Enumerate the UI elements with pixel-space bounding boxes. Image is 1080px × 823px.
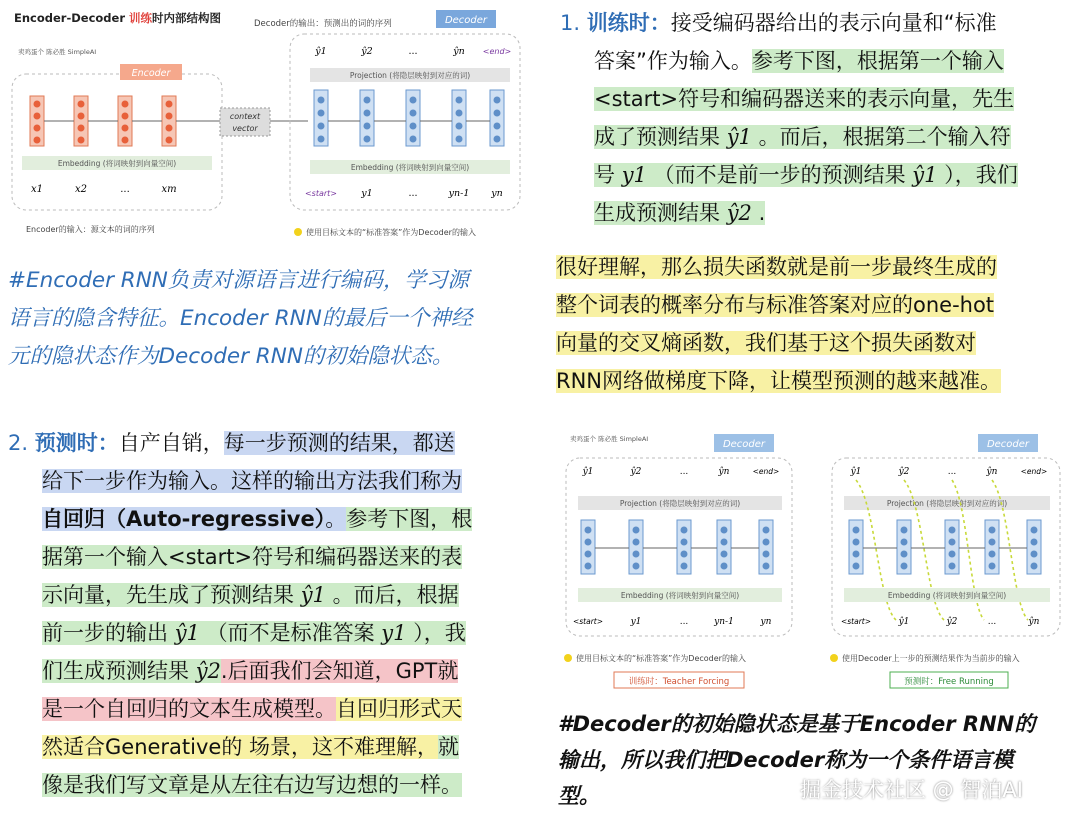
encoder-embedding-label: Embedding (将词映射到向量空间) — [57, 159, 177, 168]
section2-highlight-red: .后面我们会知道，GPT就 — [220, 659, 459, 683]
loss-note-line: RNN网络做梯度下降，让模型预测的越来越准。 — [556, 369, 1002, 393]
section2-highlight-yellow: 自回归形式天 — [336, 697, 462, 721]
teacher-forcing-badge: 训练时：Teacher Forcing — [628, 677, 730, 687]
loss-note-line: 很好理解，那么损失函数就是前一步最终生成的 — [556, 255, 997, 279]
enc-input-xm: xm — [161, 184, 177, 195]
context-vector-label-2: vector — [232, 124, 258, 133]
math-yhat2: ŷ2 — [726, 201, 752, 225]
right-output-dots: ... — [947, 467, 957, 477]
dec-input-yn-1: yn-1 — [448, 188, 470, 199]
diagram-authors: 卖鸡蛋个 陈必胜 SimpleAI — [570, 435, 649, 443]
math-yhat1: ŷ1 — [726, 125, 752, 149]
teacher-forcing-diagram — [556, 424, 1072, 690]
loss-note — [556, 248, 1068, 400]
section1-highlight: . — [758, 201, 766, 225]
math-yhat1: ŷ1 — [912, 163, 938, 187]
section2-highlight: 给下一步作为输入。这样的输出方法我们称为 — [42, 469, 462, 493]
section2-highlight: 据第一个输入<start>符号和编码器送来的表 — [42, 545, 463, 569]
left-caption: 使用目标文本的“标准答案”作为Decoder的输入 — [576, 654, 746, 663]
section2-highlight: 像是我们写文章是从左往右边写边想的一样。 — [42, 773, 462, 797]
decoder-tag: Decoder — [444, 15, 488, 26]
section2-highlight-red: 是一个自回归的文本生成模型。 — [42, 697, 336, 721]
encoder-tag: Encoder — [131, 68, 171, 79]
right-input-start: <start> — [840, 617, 872, 626]
left-input-yn-1: yn-1 — [714, 617, 734, 627]
encoder-note-line: #Encoder RNN负责对源语言进行编码，学习源 — [8, 268, 469, 293]
section1-heading: 训练时： — [586, 11, 671, 35]
diagram-authors: 卖鸡蛋个 陈必胜 SimpleAI — [18, 48, 97, 56]
decoder-projection-label: Projection (将隐层映射到对应的词) — [349, 71, 471, 80]
section1-highlight: （而不是前一步的预测结果 — [653, 163, 906, 187]
section2-highlight: 。 — [325, 507, 347, 531]
loss-note-line: 整个词表的概率分布与标准答案对应的one-hot — [556, 293, 995, 317]
watermark: 掘金技术社区 @ 智泊AI — [800, 778, 1023, 802]
decoder-output-caption: Decoder的输出：预测出的词的序列 — [254, 19, 392, 29]
decoder-cells — [314, 90, 504, 146]
left-embedding-label: Embedding (将词映射到向量空间) — [620, 591, 740, 600]
encoder-input-caption: Encoder的输入：源文本的词的序列 — [26, 225, 155, 234]
section1-highlight: ），我们 — [944, 163, 1018, 187]
enc-input-x1: x1 — [30, 184, 44, 195]
dec-input-y1: y1 — [361, 188, 373, 199]
section2-highlight: 们生成预测结果 — [42, 659, 189, 683]
decoder-note-line: 输出，所以我们把Decoder称为一个条件语言模 — [558, 748, 1014, 772]
section1-text: 接受编码器给出的表示向量和“标准 — [670, 11, 997, 35]
section2-highlight: 前一步的输出 — [42, 621, 168, 645]
right-input-yhat2: ŷ2 — [946, 617, 958, 627]
right-input-dots: ... — [987, 617, 997, 627]
section1-text: 答案”作为输入。 — [594, 49, 752, 73]
section1-highlight: 参考下图，根据第一个输入 — [751, 49, 1004, 73]
section1-highlight: <start>符号和编码器送来的表示向量，先生 — [594, 87, 1015, 111]
free-running-badge: 预测时：Free Running — [904, 677, 994, 687]
loss-note-line: 向量的交叉熵函数，我们基于这个损失函数对 — [556, 331, 976, 355]
section-training — [560, 4, 1072, 232]
dec-output-dots: ... — [408, 46, 418, 57]
dec-output-n: ŷn — [453, 46, 465, 57]
yellow-dot-icon — [294, 228, 302, 236]
right-caption: 使用Decoder上一步的预测结果作为当前步的输入 — [842, 654, 1020, 663]
decoder-note-line: 型。 — [558, 784, 600, 808]
decoder-input-caption: 使用目标文本的“标准答案”作为Decoder的输入 — [306, 228, 476, 237]
encoder-cells — [30, 96, 220, 146]
section1-highlight: 成了预测结果 — [594, 125, 720, 149]
encoder-decoder-diagram — [8, 4, 530, 244]
section2-number: 2. — [8, 431, 29, 455]
section2-highlight: 每一步预测的结果，都送 — [223, 431, 455, 455]
math-yhat1: ŷ1 — [300, 583, 326, 607]
right-output-1: ŷ1 — [850, 467, 862, 477]
right-output-n: ŷn — [986, 467, 998, 477]
decoder-tag: Decoder — [722, 439, 766, 450]
dec-output-2: ŷ2 — [361, 46, 373, 57]
left-input-dots: ... — [679, 617, 689, 627]
enc-input-x2: x2 — [74, 184, 88, 195]
section2-text: 自产自销， — [118, 431, 224, 455]
decoder-embedding-label: Embedding (将词映射到向量空间) — [350, 163, 470, 172]
left-output-end: <end> — [752, 467, 780, 476]
dec-input-yn: yn — [491, 188, 503, 199]
section2-highlight: 示向量，先生成了预测结果 — [42, 583, 294, 607]
encoder-decoder-figure — [8, 4, 530, 244]
right-output-end: <end> — [1020, 467, 1048, 476]
math-yhat2: ŷ2 — [195, 659, 221, 683]
math-y1: y1 — [621, 163, 647, 187]
left-projection-label: Projection (将隐层映射到对应的词) — [619, 499, 741, 508]
left-output-dots: ... — [679, 467, 689, 477]
left-output-2: ŷ2 — [630, 467, 642, 477]
math-y1: y1 — [381, 621, 407, 645]
right-embedding-label: Embedding (将词映射到向量空间) — [887, 591, 1007, 600]
dec-input-start: <start> — [304, 189, 338, 198]
left-input-yn: yn — [760, 617, 772, 627]
left-input-y1: y1 — [630, 617, 642, 627]
context-vector-label-1: context — [229, 112, 261, 121]
yellow-dot-icon — [564, 654, 572, 662]
dec-input-dots: ... — [408, 188, 418, 199]
encoder-note-line: 语言的隐含特征。Encoder RNN的最后一个神经 — [8, 306, 473, 331]
decoder-comparison-figure — [556, 424, 1072, 690]
diagram-title: Encoder-Decoder 训练时内部结构图 — [14, 11, 222, 25]
section1-highlight: 号 — [594, 163, 615, 187]
section2-bold: 自回归（Auto-regressive） — [42, 507, 326, 531]
dec-output-end: <end> — [482, 47, 512, 56]
encoder-note — [8, 262, 538, 376]
section1-highlight: 生成预测结果 — [594, 201, 720, 225]
yellow-dot-icon — [830, 654, 838, 662]
right-output-2: ŷ2 — [898, 467, 910, 477]
section2-highlight: （而不是标准答案 — [206, 621, 375, 645]
section2-highlight: ），我 — [413, 621, 466, 645]
left-input-start: <start> — [572, 617, 604, 626]
section1-highlight: 。而后，根据第二个输入符 — [758, 125, 1011, 149]
section1-number: 1. — [560, 11, 581, 35]
dec-output-1: ŷ1 — [315, 46, 327, 57]
left-output-n: ŷn — [718, 467, 730, 477]
section2-highlight: 就 — [438, 735, 460, 759]
left-decoder-cells — [581, 520, 773, 574]
math-yhat1: ŷ1 — [174, 621, 200, 645]
section-prediction — [8, 424, 538, 804]
right-input-yhat1: ŷ1 — [898, 617, 910, 627]
section2-highlight: 参考下图，根 — [346, 507, 473, 531]
left-output-1: ŷ1 — [582, 467, 594, 477]
decoder-tag: Decoder — [986, 439, 1030, 450]
section2-heading: 预测时： — [34, 431, 119, 455]
section2-highlight: 。而后，根据 — [332, 583, 459, 607]
encoder-note-line: 元的隐状态作为Decoder RNN的初始隐状态。 — [8, 344, 454, 369]
section2-highlight-yellow: 然适合Generative的 场景，这不难理解， — [42, 735, 439, 759]
enc-input-dots: ... — [120, 184, 130, 195]
decoder-note-line: #Decoder的初始隐状态是基于Encoder RNN的 — [558, 712, 1036, 736]
right-projection-label: Projection (将隐层映射到对应的词) — [886, 499, 1008, 508]
right-input-yhatn: ŷn — [1028, 617, 1040, 627]
